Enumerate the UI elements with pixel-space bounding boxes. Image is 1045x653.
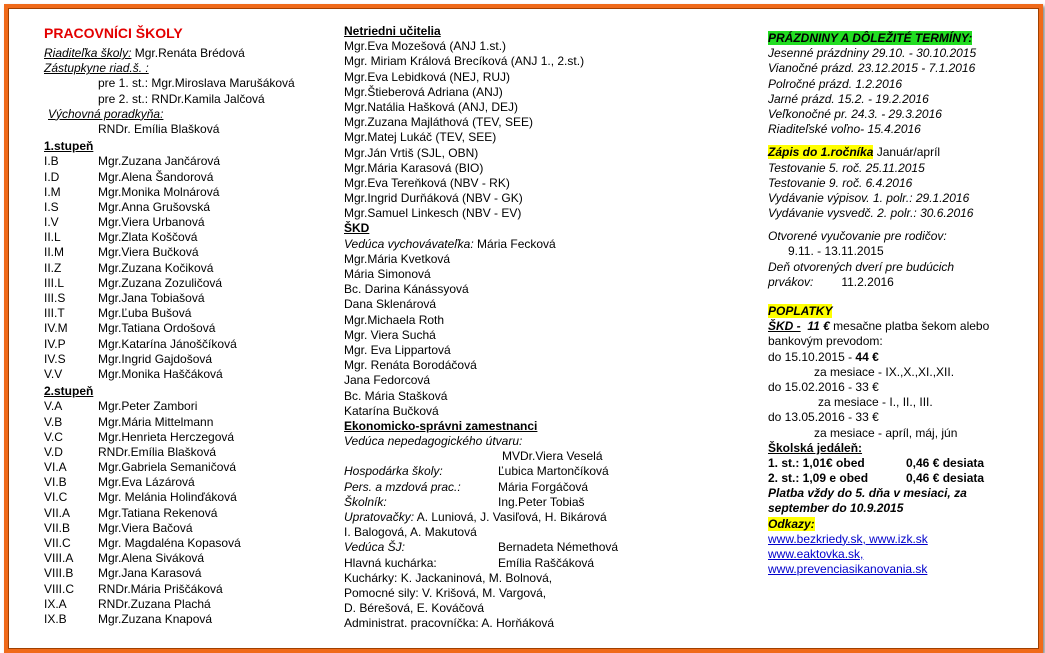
class-code: V.V xyxy=(44,366,63,381)
payment-due: do 15.02.2016 - 33 € xyxy=(768,379,879,394)
teacher-name: Mgr.Alena Šandorová xyxy=(98,169,214,184)
teacher-name: Mgr.Eva Lázárová xyxy=(98,475,195,490)
class-code: III.L xyxy=(44,275,65,290)
teacher-name: Mgr.Viera Bačová xyxy=(98,520,193,535)
class-teacher-row xyxy=(44,367,334,382)
page-title: PRACOVNÍCI ŠKOLY xyxy=(44,25,183,41)
class-code: IV.M xyxy=(44,321,68,336)
admin-row xyxy=(344,616,744,631)
teacher-name: Mgr.Katarína Jánoščíková xyxy=(98,336,237,351)
payment-due: do 13.05.2016 - 33 € xyxy=(768,410,879,425)
nonclass-teacher: Mgr.Samuel Linkesch (NBV - EV) xyxy=(344,206,522,221)
class-code: VII.C xyxy=(44,536,71,550)
fees-heading-row xyxy=(768,304,1030,319)
eco-head-name: MVDr.Viera Veselá xyxy=(502,449,603,464)
class-code: IX.B xyxy=(44,611,67,626)
aux-row xyxy=(344,586,744,601)
canteen-row xyxy=(768,456,1030,471)
open-day-date: 11.2.2016 xyxy=(841,274,894,289)
sj-head-name: Bernadeta Némethová xyxy=(498,540,619,555)
cleaners-label: Upratovačky: xyxy=(344,510,415,524)
class-code: I.D xyxy=(44,169,60,184)
staff-list xyxy=(344,464,744,510)
class-teacher-row xyxy=(44,261,334,276)
fees-heading: POPLATKY xyxy=(768,304,833,318)
class-code: I.S xyxy=(44,199,59,214)
canteen-price: 0,46 € desiata xyxy=(906,471,985,486)
links-heading: Odkazy: xyxy=(768,516,815,531)
class-code: II.Z xyxy=(44,260,62,275)
link-prevencia[interactable]: www.prevenciasikanovania.sk xyxy=(768,562,928,577)
class-teacher-row xyxy=(44,536,334,551)
fee-skd-text-2: bankovým prevodom: xyxy=(768,334,883,349)
class-teacher-row xyxy=(44,460,334,475)
class-teacher-row xyxy=(44,399,334,414)
payment-row xyxy=(768,380,1030,395)
payment-months: za mesiace - I., II., III. xyxy=(818,395,933,410)
class-code: V.B xyxy=(44,414,63,429)
class-code: V.D xyxy=(44,444,63,459)
nonclass-teacher: Mgr.Eva Lebidková (NEJ, RUJ) xyxy=(344,69,511,84)
teacher-name: RNDr.Emília Blašková xyxy=(98,444,217,459)
nonclass-teacher: Mgr. Miriam Králová Brecíková (ANJ 1., 2.st.) xyxy=(344,54,585,69)
date-item: Vydávanie výpisov. 1. polr.: 29.1.2016 xyxy=(768,190,970,205)
holidays-heading-row xyxy=(768,31,1030,46)
cooks-names: K. Jackaninová, M. Bolnová, xyxy=(400,570,553,585)
open-lessons-label: Otvorené vyučovanie pre rodičov: xyxy=(768,229,947,244)
class-teacher-row xyxy=(44,170,334,185)
teacher-name: Mgr.Tatiana Rekenová xyxy=(98,505,218,520)
class-teacher-row xyxy=(44,506,334,521)
teacher-name: Mgr. Melánia Holinďáková xyxy=(98,490,237,505)
payment-months: za mesiace - IX.,X.,XI.,XII. xyxy=(814,364,955,379)
class-teacher-row xyxy=(44,475,334,490)
teacher-name: RNDr.Zuzana Plachá xyxy=(98,596,211,611)
class-teacher-row xyxy=(44,566,334,581)
teacher-name: Mgr.Jana Karasová xyxy=(98,566,202,581)
enroll-date: Január/apríl xyxy=(876,145,941,160)
holiday-item: Riaditeľské voľno- 15.4.2016 xyxy=(768,122,921,137)
class-teacher-row xyxy=(44,521,334,536)
class-code: IV.S xyxy=(44,351,66,366)
class-code: II.M xyxy=(44,245,64,260)
fee-skd-amount: 11 € xyxy=(807,319,830,334)
nonclass-teacher: Mgr.Ingrid Durňáková (NBV - GK) xyxy=(344,191,523,206)
staff-role: Školník: xyxy=(344,494,387,509)
fee-skd-row xyxy=(768,319,1030,334)
teacher-name: Mgr.Zuzana Jančárová xyxy=(98,154,221,169)
nonclass-teacher: Mgr.Zuzana Majláthová (TEV, SEE) xyxy=(344,115,533,130)
deputy-1: pre 1. st.: Mgr.Miroslava Marušáková xyxy=(98,76,295,91)
stage2-heading: 2.stupeň xyxy=(44,384,94,399)
deputy-2: pre 2. st.: RNDr.Kamila Jalčová xyxy=(98,91,265,106)
date-item: Vydávanie vysvedč. 2. polr.: 30.6.2016 xyxy=(768,206,974,221)
skd-educator: Bc. Mária Stašková xyxy=(344,388,448,403)
nonclass-teacher: Mgr.Natália Hašková (ANJ, DEJ) xyxy=(344,99,519,114)
teacher-name: RNDr.Mária Priščáková xyxy=(98,581,223,596)
staff-name: Mária Forgáčová xyxy=(498,479,589,494)
cook-head-label: Hlavná kuchárka: xyxy=(344,555,437,570)
payment-row xyxy=(768,350,1030,365)
class-code: I.V xyxy=(44,215,59,230)
staff-role: Hospodárka školy: xyxy=(344,464,443,479)
aux-names-2: D. Bérešová, E. Kováčová xyxy=(344,601,485,616)
skd-head-row xyxy=(344,237,744,252)
skd-educator: Mgr.Michaela Roth xyxy=(344,312,445,327)
staff-row xyxy=(344,464,744,479)
staff-row xyxy=(344,495,744,510)
class-code: VII.B xyxy=(44,520,71,535)
date-item: Testovanie 5. roč. 25.11.2015 xyxy=(768,160,925,175)
skd-educator: Mgr.Mária Kvetková xyxy=(344,251,451,266)
teacher-name: Mgr.Tatiana Ordošová xyxy=(98,321,216,336)
staff-row xyxy=(344,480,744,495)
skd-educator: Mgr. Eva Lippartová xyxy=(344,342,451,357)
deputies-label: Zástupkyne riad.š. : xyxy=(44,61,149,76)
payments-list xyxy=(768,350,1030,441)
skd-educator: Dana Sklenárová xyxy=(344,297,437,312)
staff-role: Pers. a mzdová prac.: xyxy=(344,479,461,494)
skd-educator: Bc. Darina Kánássyová xyxy=(344,282,469,297)
nonclass-teacher: Mgr.Matej Lukáč (TEV, SEE) xyxy=(344,130,497,145)
class-teacher-row xyxy=(44,415,334,430)
payment-note-2: september do 10.9.2015 xyxy=(768,501,904,516)
cook-head-row xyxy=(344,556,744,571)
info-column xyxy=(768,31,1030,577)
sj-head-label: Vedúca ŠJ: xyxy=(344,540,405,555)
payment-due: do 15.10.2015 - xyxy=(768,349,853,364)
class-code: VI.A xyxy=(44,460,67,475)
teachers-column xyxy=(344,24,744,632)
nonclass-teacher: Mgr.Mária Karasová (BIO) xyxy=(344,160,484,175)
open-day-row xyxy=(768,275,1030,290)
class-teacher-row xyxy=(44,582,334,597)
class-teacher-row xyxy=(44,291,334,306)
link-eaktovka[interactable]: www.eaktovka.sk, xyxy=(768,547,864,561)
skd-list xyxy=(344,252,744,419)
teacher-name: Mgr.Alena Siváková xyxy=(98,551,205,566)
class-teacher-row xyxy=(44,445,334,460)
skd-heading: ŠKD xyxy=(344,221,370,236)
class-code: IX.A xyxy=(44,596,67,611)
skd-educator: Jana Fedorcová xyxy=(344,373,431,388)
staff-name: Ing.Peter Tobiaš xyxy=(498,494,585,509)
tests-list xyxy=(768,161,1030,222)
aux-names: V. Krišová, M. Vargová, xyxy=(422,585,547,600)
canteen-heading: Školská jedáleň: xyxy=(768,440,863,455)
class-teacher-row xyxy=(44,597,334,612)
class-code: VII.A xyxy=(44,505,71,520)
cleaners-names: A. Luniová, J. Vasiľová, H. Bikárová xyxy=(416,510,607,524)
staff-name: Ľubica Martončíková xyxy=(498,464,609,479)
teacher-name: Mgr.Henrieta Herczegová xyxy=(98,429,235,444)
teacher-name: Mgr.Monika Molnárová xyxy=(98,184,220,199)
enroll-row xyxy=(768,145,1030,160)
admin-name: A. Horňáková xyxy=(481,616,555,631)
sj-head-row xyxy=(344,540,744,555)
payment-months: za mesiace - apríl, máj, jún xyxy=(814,425,958,440)
teacher-name: Mgr.Jana Tobiašová xyxy=(98,291,205,305)
director-row xyxy=(44,46,334,61)
canteen-stage: 1. st.: 1,01€ obed xyxy=(768,455,865,470)
teacher-name: Mgr.Monika Haščáková xyxy=(98,366,223,381)
class-code: II.L xyxy=(44,230,61,245)
nonclass-teacher: Mgr.Štieberová Adriana (ANJ) xyxy=(344,84,503,99)
canteen-stage: 2. st.: 1,09 e obed xyxy=(768,471,869,486)
class-teacher-row xyxy=(44,321,334,336)
teacher-name: Mgr.Ingrid Gajdošová xyxy=(98,351,213,366)
class-code: I.M xyxy=(44,184,61,199)
class-code: VIII.C xyxy=(44,581,75,596)
class-teacher-row xyxy=(44,430,334,445)
teacher-name: Mgr. Magdaléna Kopasová xyxy=(98,536,241,550)
teacher-name: Mgr.Gabriela Semaničová xyxy=(98,460,237,475)
class-teacher-row xyxy=(44,185,334,200)
nonclass-list xyxy=(344,39,744,221)
class-code: VI.C xyxy=(44,490,68,505)
holiday-item: Polročné prázd. 1.2.2016 xyxy=(768,76,903,91)
skd-educator: Mgr. Renáta Borodáčová xyxy=(344,358,477,373)
class-code: VIII.A xyxy=(44,551,74,566)
eco-head-label: Vedúca nepedagogického útvaru: xyxy=(344,434,523,449)
teacher-name: Mgr.Peter Zambori xyxy=(98,399,198,414)
counselor-name: RNDr. Emília Blašková xyxy=(98,121,220,136)
holiday-item: Jarné prázd. 15.2. - 19.2.2016 xyxy=(768,91,929,106)
aux-label: Pomocné sily: xyxy=(344,585,419,600)
cooks-row xyxy=(344,571,744,586)
class-code: IV.P xyxy=(44,336,66,351)
cooks-label: Kuchárky: xyxy=(344,570,398,585)
holiday-item: Jesenné prázdniny 29.10. - 30.10.2015 xyxy=(768,46,977,61)
holiday-item: Vianočné prázd. 23.12.2015 - 7.1.2016 xyxy=(768,61,976,76)
holiday-item: Veľkonočné pr. 24.3. - 29.3.2016 xyxy=(768,106,942,121)
date-item: Testovanie 9. roč. 6.4.2016 xyxy=(768,175,913,190)
director-label: Riaditeľka školy: xyxy=(44,46,132,60)
open-day-label-2: prvákov: xyxy=(768,274,814,289)
open-lessons-dates: 9.11. - 13.11.2015 xyxy=(788,244,884,259)
class-code: III.T xyxy=(44,306,65,321)
teacher-name: Mgr.Viera Urbanová xyxy=(98,215,205,230)
class-teacher-row xyxy=(44,306,334,321)
enroll-label: Zápis do 1.ročníka xyxy=(768,145,874,160)
class-code: III.S xyxy=(44,291,66,305)
teacher-name: Mgr.Ľuba Bušová xyxy=(98,306,192,321)
nonclass-heading: Netriedni učitelia xyxy=(344,24,441,38)
class-code: I.B xyxy=(44,154,59,169)
class-teacher-row xyxy=(44,230,334,245)
class-teacher-row xyxy=(44,276,334,291)
fee-skd-text: mesačne platba šekom alebo xyxy=(833,319,990,334)
class-teacher-row xyxy=(44,215,334,230)
nonclass-teacher: Mgr.Eva Mozešová (ANJ 1.st.) xyxy=(344,39,507,54)
class-teacher-row xyxy=(44,337,334,352)
skd-educator: Mária Simonová xyxy=(344,267,431,281)
stage1-list xyxy=(44,154,334,382)
holidays-list xyxy=(768,46,1030,137)
director-name: Mgr.Renáta Brédová xyxy=(134,46,245,60)
holidays-heading: PRÁZDNINY A DÔLEŽITÉ TERMÍNY: xyxy=(768,31,973,45)
stage2-list xyxy=(44,399,334,627)
payment-amount: 44 € xyxy=(855,349,879,364)
class-teacher-row xyxy=(44,245,334,260)
links-heading-row xyxy=(768,517,1030,532)
link-bezkriedy[interactable]: www.bezkriedy.sk, www.izk.sk xyxy=(768,531,928,546)
class-teacher-row xyxy=(44,551,334,566)
stage1-heading: 1.stupeň xyxy=(44,139,94,154)
cleaners-row xyxy=(344,510,744,525)
counselor-label: Výchovná poradkyňa: xyxy=(48,106,164,121)
skd-head-name: Mária Fecková xyxy=(477,236,556,251)
open-day-label: Deň otvorených dverí pre budúcich xyxy=(768,259,955,274)
payment-note-1: Platba vždy do 5. dňa v mesiaci, za xyxy=(768,486,967,501)
class-code: V.A xyxy=(44,399,63,414)
teacher-name: Mgr.Mária Mittelmann xyxy=(98,414,214,429)
staff-column xyxy=(44,24,334,627)
fee-skd-label: ŠKD - xyxy=(768,319,801,334)
eco-heading: Ekonomicko-správni zamestnanci xyxy=(344,418,538,433)
class-teacher-row xyxy=(44,352,334,367)
teacher-name: Mgr.Zuzana Knapová xyxy=(98,611,213,626)
class-code: VI.B xyxy=(44,475,67,490)
canteen-list xyxy=(768,456,1030,486)
class-code: VIII.B xyxy=(44,566,74,581)
cleaners-names-2: I. Balogová, A. Makutová xyxy=(344,525,477,540)
skd-educator: Katarína Bučková xyxy=(344,403,439,418)
class-teacher-row xyxy=(44,154,334,169)
class-code: V.C xyxy=(44,429,63,444)
skd-head-label: Vedúca vychovávateľka: xyxy=(344,236,474,251)
skd-educator: Mgr. Viera Suchá xyxy=(344,327,436,342)
nonclass-teacher: Mgr.Ján Vrtiš (SJL, OBN) xyxy=(344,145,479,160)
class-teacher-row xyxy=(44,490,334,505)
canteen-row xyxy=(768,471,1030,486)
cook-head-name: Emília Raščáková xyxy=(498,555,595,570)
teacher-name: Mgr.Viera Bučková xyxy=(98,245,199,260)
teacher-name: Mgr.Zuzana Zozuličová xyxy=(98,275,223,290)
canteen-price: 0,46 € desiata xyxy=(906,455,985,470)
teacher-name: Mgr.Zlata Koščová xyxy=(98,230,198,245)
admin-label: Administrat. pracovníčka: xyxy=(344,616,479,631)
teacher-name: Mgr.Zuzana Kočiková xyxy=(98,260,214,275)
class-teacher-row xyxy=(44,612,334,627)
teacher-name: Mgr.Anna Grušovská xyxy=(98,199,211,214)
class-teacher-row xyxy=(44,200,334,215)
nonclass-teacher: Mgr.Eva Tereňková (NBV - RK) xyxy=(344,175,510,190)
payment-row xyxy=(768,410,1030,425)
